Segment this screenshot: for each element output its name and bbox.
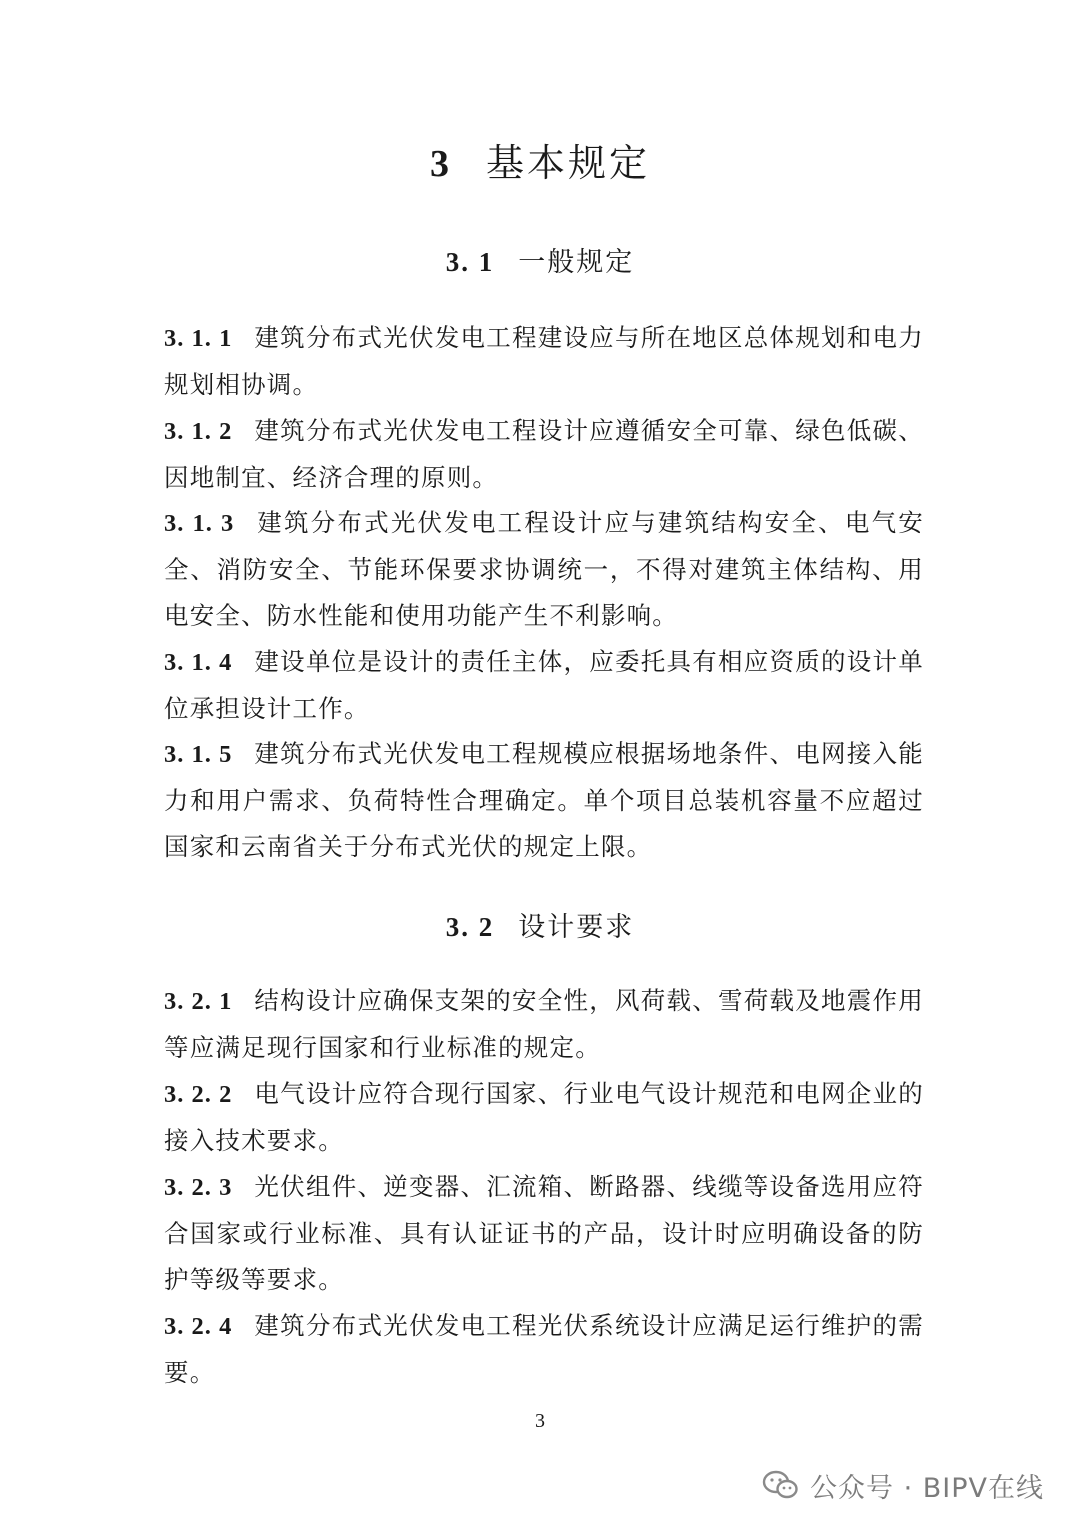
section-title-3-2	[0, 905, 1080, 944]
clause-text: 光伏组件、逆变器、汇流箱、断路器、线缆等设备选用应符合国家或行业标准、具有认证证书的产品，设计时应明确设备的防护等级等要求。	[164, 1172, 925, 1294]
clause-number: 3. 1. 4	[164, 649, 233, 676]
clause-number: 3. 1. 1	[164, 325, 233, 352]
clause-3-1-2	[164, 408, 924, 501]
clause-3-2-2	[164, 1071, 924, 1164]
clause-number: 3. 2. 1	[164, 988, 233, 1015]
clause-3-2-4	[164, 1303, 924, 1396]
chapter-title-text: 基本规定	[485, 141, 650, 185]
clause-text: 建筑分布式光伏发电工程规模应根据场地条件、电网接入能力和用户需求、负荷特性合理确定。单个项目总装机容量不应超过国家和云南省关于分布式光伏的规定上限。	[164, 739, 925, 861]
clause-text: 建筑分布式光伏发电工程设计应与建筑结构安全、电气安全、消防安全、节能环保要求协调统一，不得对建筑主体结构、用电安全、防水性能和使用功能产生不利影响。	[164, 508, 925, 630]
clause-3-2-3	[164, 1164, 924, 1303]
clause-number: 3. 1. 3	[164, 510, 235, 537]
clause-number: 3. 1. 5	[164, 741, 233, 768]
page-number: 3	[535, 1410, 545, 1432]
section-title-3-1	[0, 240, 1080, 279]
watermark	[762, 1463, 1044, 1507]
clause-3-1-1	[164, 315, 924, 408]
clause-text: 电气设计应符合现行国家、行业电气设计规范和电网企业的接入技术要求。	[164, 1079, 925, 1155]
clause-text: 建筑分布式光伏发电工程光伏系统设计应满足运行维护的需要。	[164, 1311, 925, 1387]
clause-number: 3. 2. 4	[164, 1313, 233, 1340]
clause-text: 建设单位是设计的责任主体，应委托具有相应资质的设计单位承担设计工作。	[164, 647, 925, 723]
clause-3-1-3	[164, 500, 924, 639]
clause-text: 结构设计应确保支架的安全性，风荷载、雪荷载及地震作用等应满足现行国家和行业标准的规定。	[164, 986, 925, 1062]
section-title-text: 一般规定	[518, 247, 635, 278]
wechat-icon	[762, 1470, 798, 1500]
section-title-text: 设计要求	[518, 912, 635, 943]
clause-number: 3. 2. 3	[164, 1174, 233, 1201]
clause-number: 3. 1. 2	[164, 418, 233, 445]
clause-3-2-1	[164, 978, 924, 1071]
clause-3-1-4	[164, 639, 924, 732]
clause-3-1-5	[164, 731, 924, 870]
section-number: 3. 2	[445, 912, 495, 942]
clause-text: 建筑分布式光伏发电工程设计应遵循安全可靠、绿色低碳、因地制宜、经济合理的原则。	[164, 416, 925, 492]
section-number: 3. 1	[445, 247, 495, 277]
clause-number: 3. 2. 2	[164, 1081, 233, 1108]
clause-text: 建筑分布式光伏发电工程建设应与所在地区总体规划和电力规划相协调。	[164, 323, 925, 399]
chapter-number: 3	[429, 143, 452, 185]
chapter-title	[0, 132, 1080, 187]
watermark-text: 公众号 · BIPV在线	[810, 1472, 1044, 1504]
